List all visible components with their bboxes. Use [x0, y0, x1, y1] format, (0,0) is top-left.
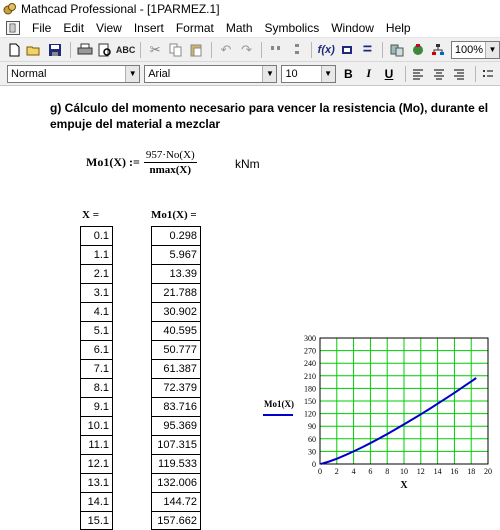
open-icon[interactable]	[25, 40, 45, 60]
y-tick-label: 0	[312, 460, 316, 469]
table-cell: 3.1	[81, 283, 112, 302]
cut-icon[interactable]: ✂	[149, 41, 161, 57]
window-title: Mathcad Professional - [1PARMEZ.1]	[21, 2, 220, 16]
document-icon[interactable]	[6, 21, 20, 35]
x-axis-label: X	[400, 480, 408, 491]
y-tick-label: 90	[308, 422, 316, 432]
toolbar-separator	[405, 66, 406, 82]
chevron-down-icon[interactable]: ▼	[262, 66, 276, 82]
table-cell: 157.662	[152, 511, 200, 530]
table-cell: 119.533	[152, 454, 200, 473]
menu-help[interactable]: Help	[385, 20, 411, 35]
menu-math[interactable]: Math	[225, 20, 253, 35]
table-cell: 8.1	[81, 378, 112, 397]
x-tick-label: 12	[416, 467, 425, 476]
toolbar-separator	[475, 66, 476, 82]
formula-denominator: nmax(X)	[149, 164, 192, 176]
toolbar-separator	[70, 42, 71, 58]
formula-lhs: Mo1(X) :=	[86, 155, 140, 169]
style-value: Normal	[11, 67, 47, 80]
font-size-value: 10	[285, 67, 298, 80]
copy-icon[interactable]	[166, 40, 186, 60]
hierarchy-icon[interactable]	[428, 40, 448, 60]
table-cell: 13.1	[81, 473, 112, 492]
mo1-value-table[interactable]	[151, 226, 201, 530]
table-cell: 61.387	[152, 359, 200, 378]
x-tick-label: 20	[484, 467, 492, 476]
x-tick-label: 8	[385, 467, 390, 476]
section-heading[interactable]: g) Cálculo del momento necesario para vencer la resistencia (Mo), durante el empuje del material a mezclar	[50, 101, 489, 131]
y-tick-label: 30	[308, 447, 316, 457]
table-cell: 0.1	[81, 226, 112, 245]
calculate-icon[interactable]: =	[362, 40, 373, 58]
table-cell: 1.1	[81, 245, 112, 264]
underline-button[interactable]: U	[384, 66, 394, 81]
formatting-toolbar	[0, 62, 500, 86]
table-cell: 12.1	[81, 454, 112, 473]
toolbar-separator	[211, 42, 212, 58]
menu-insert[interactable]: Insert	[133, 20, 164, 35]
table-cell: 6.1	[81, 340, 112, 359]
menu-format[interactable]: Format	[175, 20, 214, 35]
font-select[interactable]	[144, 65, 277, 83]
worksheet[interactable]	[0, 87, 500, 527]
table-cell: 132.006	[152, 473, 200, 492]
menu-file[interactable]: File	[32, 20, 52, 35]
chevron-down-icon[interactable]: ▼	[485, 42, 499, 58]
toolbar-separator	[382, 42, 383, 58]
menu-window[interactable]: Window	[331, 20, 374, 35]
spell-check-icon[interactable]: ABC	[115, 44, 136, 55]
x-tick-label: 4	[351, 467, 356, 476]
table-cell: 5.1	[81, 321, 112, 340]
table-cell: 50.777	[152, 340, 200, 359]
font-size-select[interactable]	[281, 65, 335, 83]
x-tick-label: 14	[433, 467, 442, 476]
table-cell: 4.1	[81, 302, 112, 321]
component-icon[interactable]	[408, 40, 428, 60]
table-cell: 9.1	[81, 397, 112, 416]
redo-icon[interactable]: ↷	[241, 41, 252, 57]
y-tick-label: 270	[304, 346, 316, 356]
formula-unit: kNm	[235, 157, 260, 171]
table-cell: 21.788	[152, 283, 200, 302]
italic-button[interactable]: I	[366, 66, 371, 80]
y-tick-label: 240	[304, 359, 316, 369]
mo1-definition[interactable]	[86, 149, 197, 176]
x-tick-label: 2	[334, 467, 339, 476]
table-cell: 30.902	[152, 302, 200, 321]
y-axis-label: Mo1(X)	[264, 399, 294, 409]
x-tick-label: 6	[368, 467, 373, 476]
table-cell: 14.1	[81, 492, 112, 511]
insert-unit-icon[interactable]	[337, 40, 357, 60]
menu-view[interactable]: View	[96, 20, 122, 35]
y-tick-label: 180	[304, 384, 316, 394]
y-table-header: Mo1(X) =	[151, 209, 197, 221]
table-cell: 83.716	[152, 397, 200, 416]
menu-edit[interactable]: Edit	[63, 20, 85, 35]
x-tick-label: 18	[467, 467, 476, 476]
mathcad-app-icon[interactable]	[3, 2, 17, 16]
align-center-icon[interactable]	[430, 65, 447, 83]
undo-icon[interactable]: ↶	[220, 41, 232, 57]
table-cell: 10.1	[81, 416, 112, 435]
print-preview-icon[interactable]	[95, 40, 115, 60]
insert-function-icon[interactable]: f(x)	[317, 43, 335, 56]
zoom-select[interactable]	[451, 41, 500, 59]
new-icon[interactable]	[4, 40, 24, 60]
align-right-icon[interactable]	[450, 65, 467, 83]
x-tick-label: 16	[450, 467, 459, 476]
toolbar-separator	[261, 42, 262, 58]
y-tick-label: 120	[304, 409, 316, 419]
table-cell: 2.1	[81, 264, 112, 283]
y-tick-label: 300	[304, 334, 316, 343]
align-left-icon[interactable]	[410, 65, 427, 83]
paste-icon[interactable]	[187, 40, 207, 60]
toolbar-separator	[311, 42, 312, 58]
font-value: Arial	[148, 67, 171, 80]
table-cell: 40.595	[152, 321, 200, 340]
chevron-down-icon[interactable]: ▼	[125, 66, 139, 82]
menu-symbolics[interactable]: Symbolics	[264, 20, 320, 35]
mo1-plot[interactable]	[255, 330, 495, 495]
formula-numerator: 957·No(X)	[145, 149, 195, 161]
table-cell: 72.379	[152, 378, 200, 397]
print-icon[interactable]	[75, 40, 95, 60]
chevron-down-icon[interactable]: ▼	[321, 66, 335, 82]
title-bar	[0, 0, 500, 18]
formula-fraction	[144, 149, 197, 176]
style-select[interactable]	[7, 65, 140, 83]
standard-toolbar	[0, 38, 500, 62]
x-tick-label: 10	[400, 467, 408, 476]
align-vertical-icon[interactable]	[287, 40, 307, 60]
table-cell: 5.967	[152, 245, 200, 264]
x-value-table[interactable]	[80, 226, 113, 530]
y-tick-label: 210	[304, 371, 316, 381]
table-cell: 7.1	[81, 359, 112, 378]
menu-bar	[0, 18, 500, 38]
bullet-list-icon[interactable]	[480, 65, 497, 83]
table-cell: 95.369	[152, 416, 200, 435]
table-cell: 107.315	[152, 435, 200, 454]
table-cell: 0.298	[152, 226, 200, 245]
zoom-value: 100%	[454, 43, 484, 56]
table-cell: 11.1	[81, 435, 112, 454]
x-tick-label: 0	[318, 467, 322, 476]
y-tick-label: 150	[304, 397, 316, 406]
y-tick-label: 60	[308, 434, 316, 444]
table-cell: 15.1	[81, 511, 112, 530]
save-icon[interactable]	[45, 40, 65, 60]
bold-button[interactable]: B	[343, 66, 353, 81]
resources-icon[interactable]	[387, 40, 407, 60]
x-table-header: X =	[82, 209, 99, 221]
align-horizontal-icon[interactable]	[266, 40, 286, 60]
table-cell: 13.39	[152, 264, 200, 283]
table-cell: 144.72	[152, 492, 200, 511]
toolbar-separator	[140, 42, 141, 58]
